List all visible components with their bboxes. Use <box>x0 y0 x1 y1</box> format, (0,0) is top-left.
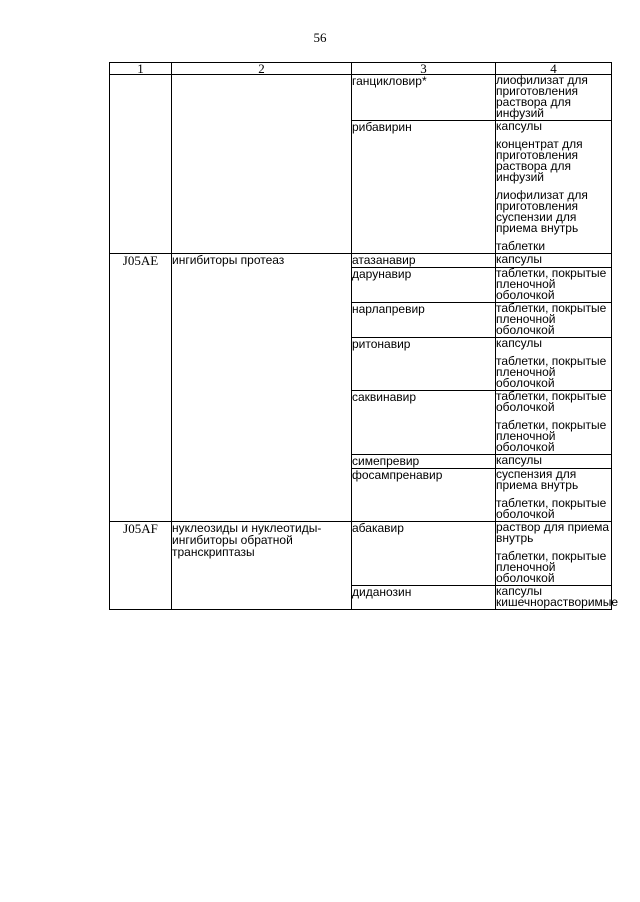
dosage-form: таблетки, покрытые оболочкой <box>496 389 607 414</box>
drug-name: ритонавир <box>352 338 496 391</box>
drug-name: ганцикловир* <box>352 75 496 121</box>
atc-code: J05AE <box>110 254 172 522</box>
table-row <box>110 75 612 121</box>
dosage-form: таблетки, покрытые пленочной оболочкой <box>496 354 607 390</box>
dosage-form: таблетки, покрытые пленочной оболочкой <box>496 549 607 585</box>
drug-name: саквинавир <box>352 391 496 455</box>
dosage-form: лиофилизат для приготовления суспензии для приема внутрь <box>496 188 588 235</box>
dosage-forms-cell <box>496 469 612 522</box>
dosage-form: таблетки, покрытые оболочкой <box>496 496 607 521</box>
dosage-forms-cell <box>496 303 612 338</box>
code-cell <box>110 75 172 254</box>
column-header: 4 <box>496 63 612 75</box>
drug-name: абакавир <box>352 522 496 586</box>
dosage-form: капсулы кишечнорастворимые <box>496 584 619 609</box>
dosage-forms-cell <box>496 338 612 391</box>
group-cell <box>172 75 352 254</box>
drug-name: диданозин <box>352 586 496 610</box>
dosage-form: капсулы <box>496 252 543 266</box>
dosage-forms-cell <box>496 391 612 455</box>
dosage-form: лиофилизат для приготовления раствора для инфузий <box>496 73 588 120</box>
dosage-forms-cell <box>496 522 612 586</box>
dosage-forms-cell <box>496 584 619 610</box>
dosage-form: капсулы <box>496 453 543 467</box>
drug-name: симепревир <box>352 455 496 469</box>
dosage-form: таблетки <box>496 239 546 253</box>
group-name: ингибиторы протеаз <box>172 254 352 522</box>
dosage-form: таблетки, покрытые пленочной оболочкой <box>496 418 607 454</box>
drug-name: рибавирин <box>352 121 496 254</box>
page-number: 56 <box>313 30 327 45</box>
atc-code: J05AF <box>110 522 172 610</box>
dosage-form: суспензия для приема внутрь <box>496 467 579 492</box>
drug-name: дарунавир <box>352 268 496 303</box>
column-header: 2 <box>172 63 352 75</box>
drug-name: нарлапревир <box>352 303 496 338</box>
column-header: 3 <box>352 63 496 75</box>
dosage-form: концентрат для приготовления раствора для инфузий <box>496 137 583 184</box>
dosage-form: капсулы <box>496 336 543 350</box>
drug-name: атазанавир <box>352 254 496 268</box>
table-row <box>110 522 612 586</box>
drug-name: фосампренавир <box>352 469 496 522</box>
dosage-forms-cell <box>496 121 612 254</box>
dosage-forms-cell <box>496 75 612 121</box>
column-header: 1 <box>110 63 172 75</box>
dosage-form: таблетки, покрытые пленочной оболочкой <box>496 266 607 302</box>
dosage-form: раствор для приема внутрь <box>496 520 610 545</box>
dosage-form: таблетки, покрытые пленочной оболочкой <box>496 301 607 337</box>
drug-table <box>109 61 619 610</box>
dosage-forms-cell <box>496 268 612 303</box>
dosage-form: капсулы <box>496 119 543 133</box>
group-name: нуклеозиды и нуклеотиды-ингибиторы обратной транскриптазы <box>172 522 352 610</box>
